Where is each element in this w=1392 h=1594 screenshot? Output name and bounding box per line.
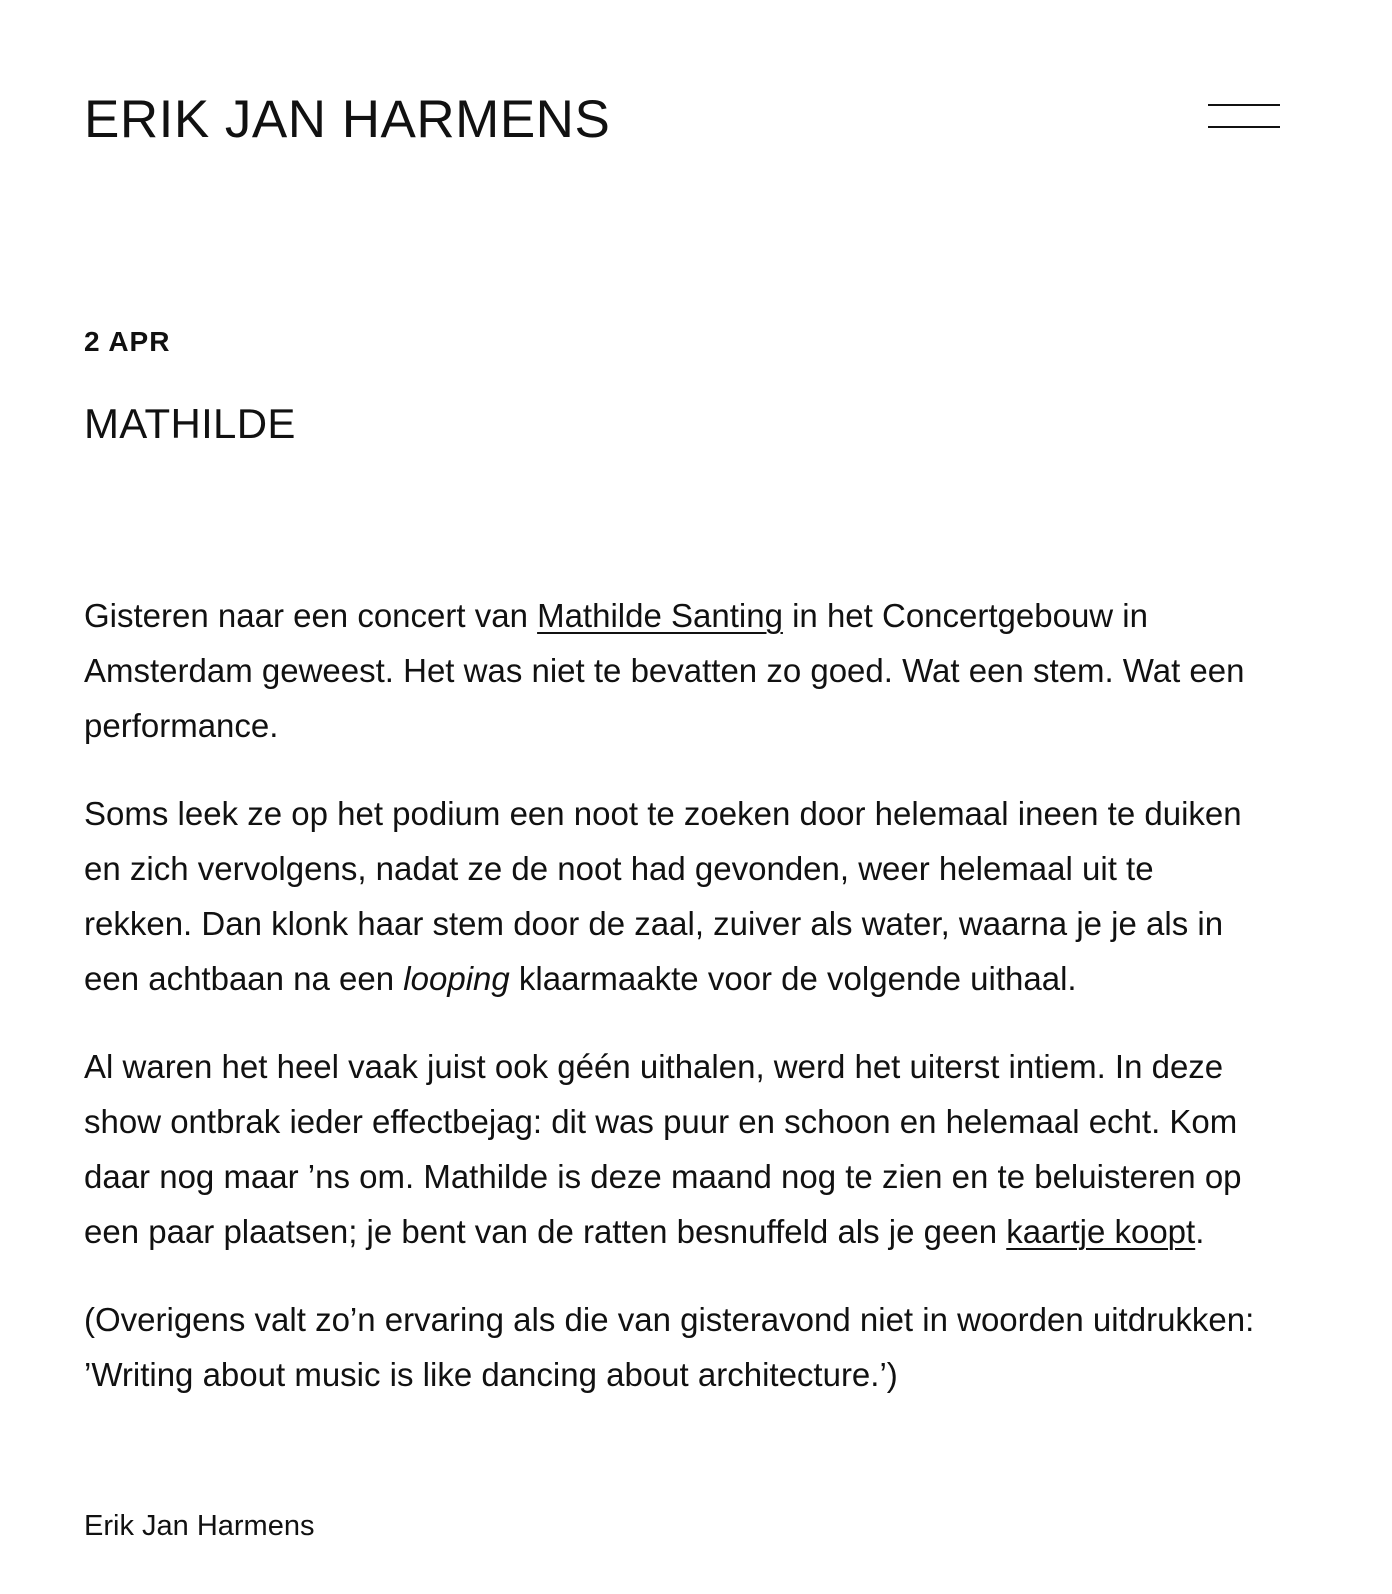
paragraph-1-text-c: Amsterdam geweest. Het was niet te bevatten zo goed. Wat een stem. Wat een — [84, 652, 1245, 689]
post-date: 2 APR — [84, 326, 171, 357]
mathilde-santing-link[interactable]: Mathilde Santing — [537, 597, 783, 634]
paragraph-3-text-b: show ontbrak ieder effectbejag: dit was puur en schoon en helemaal echt. Kom — [84, 1103, 1238, 1140]
post-body — [84, 588, 1324, 1435]
hamburger-menu-icon[interactable] — [1208, 102, 1280, 132]
kaartje-koopt-link[interactable]: kaartje koopt — [1006, 1213, 1196, 1250]
paragraph-3 — [84, 1039, 1324, 1259]
paragraph-2-text-e: klaarmaakte voor de volgende uithaal. — [509, 960, 1077, 997]
paragraph-2-text-b: en zich vervolgens, nadat ze de noot had gevonden, weer helemaal uit te — [84, 850, 1154, 887]
site-header — [84, 88, 1280, 158]
paragraph-1-text-b: in het Concertgebouw in — [782, 597, 1148, 634]
paragraph-3-text-c: daar nog maar ’ns om. Mathilde is deze maand nog te zien en te beluisteren op — [84, 1158, 1242, 1195]
paragraph-3-text-e: . — [1195, 1213, 1205, 1250]
paragraph-4-text-b: ’Writing about music is like dancing about architecture.’) — [84, 1356, 898, 1393]
paragraph-4-text-a: (Overigens valt zo’n ervaring als die van gisteravond niet in woorden uitdrukken: — [84, 1301, 1255, 1338]
paragraph-1 — [84, 588, 1324, 753]
menu-line-bottom — [1208, 126, 1280, 128]
site-title-link[interactable]: ERIK JAN HARMENS — [84, 90, 611, 149]
paragraph-2-text-c: rekken. Dan klonk haar stem door de zaal, zuiver als water, waarna je je als in — [84, 905, 1224, 942]
paragraph-2-text-a: Soms leek ze op het podium een noot te zoeken door helemaal ineen te duiken — [84, 795, 1242, 832]
paragraph-2-text-d: een achtbaan na een — [84, 960, 404, 997]
post-title: MATHILDE — [84, 400, 296, 447]
paragraph-1-text-a: Gisteren naar een concert van — [84, 597, 538, 634]
menu-line-top — [1208, 104, 1280, 106]
looping-italic-text: looping — [403, 960, 510, 997]
paragraph-2 — [84, 786, 1324, 1006]
paragraph-4 — [84, 1292, 1324, 1402]
paragraph-3-text-a: Al waren het heel vaak juist ook géén uithalen, werd het uiterst intiem. In deze — [84, 1048, 1224, 1085]
paragraph-1-text-d: performance. — [84, 707, 279, 744]
paragraph-3-text-d: een paar plaatsen; je bent van de ratten besnuffeld als je geen — [84, 1213, 1007, 1250]
footer-author-name: Erik Jan Harmens — [84, 1510, 315, 1542]
